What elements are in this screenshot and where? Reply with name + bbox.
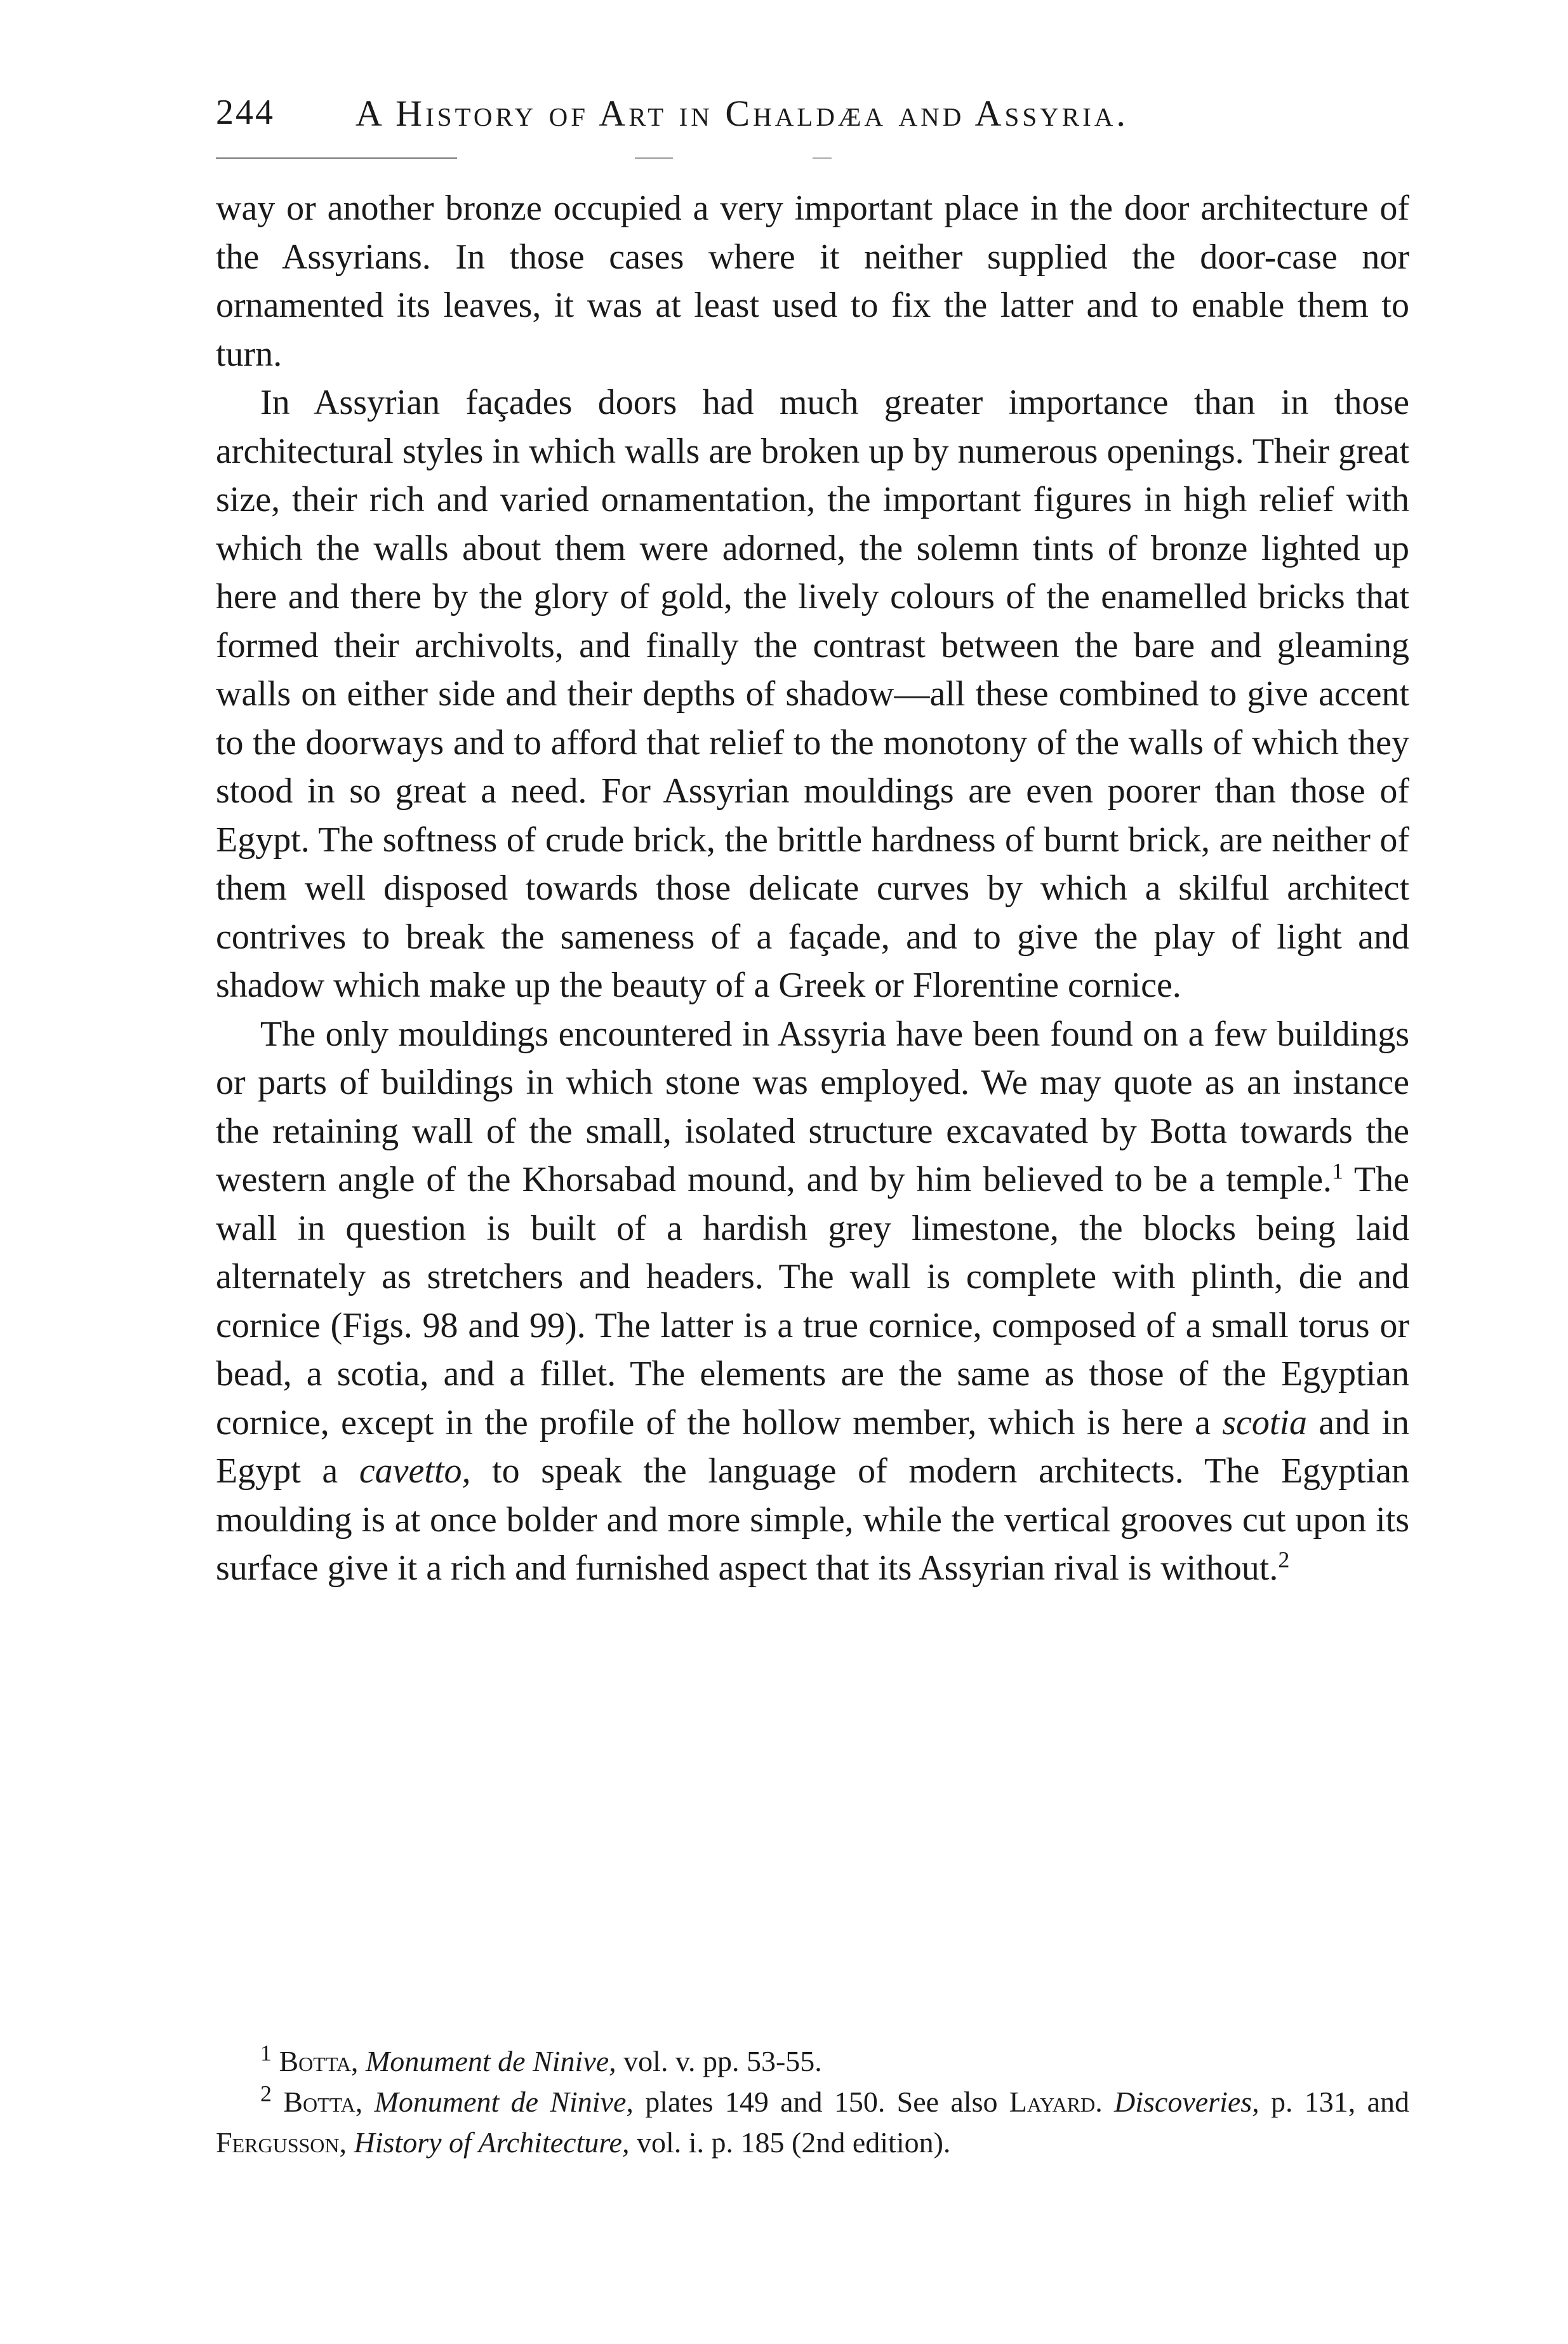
- header-rule-fragment: [635, 157, 673, 159]
- paragraph: [216, 378, 1409, 1010]
- running-head: [216, 86, 1435, 143]
- author-name: Fergusson,: [216, 2126, 347, 2159]
- text-run: vol. v. pp. 53-55.: [616, 2045, 822, 2077]
- text-run: plates 149 and 150. See also: [633, 2086, 1009, 2118]
- paragraph: [216, 1010, 1409, 1593]
- text-run: [347, 2126, 354, 2159]
- paragraph: [216, 184, 1409, 378]
- text-run: vol. i. p. 185 (2nd edition).: [629, 2126, 951, 2159]
- italic-text: Discoveries,: [1114, 2086, 1259, 2118]
- italic-text: Monument de Ninive,: [365, 2045, 616, 2077]
- footnote-marker: 1: [1331, 1158, 1343, 1184]
- running-title: A History of Art in Chaldæa and Assyria.: [355, 93, 1129, 134]
- page-number: 244: [216, 93, 275, 132]
- body-text: [216, 184, 1409, 1593]
- italic-text: History of Architecture,: [354, 2126, 630, 2159]
- italic-text: cavetto,: [359, 1451, 471, 1491]
- italic-text: scotia: [1222, 1402, 1307, 1442]
- text-run: [358, 2045, 366, 2077]
- text-run: The wall in question is built of a hardish grey limestone, the blocks being laid alternately as stretchers and headers. The wall is complete with plinth, die and cornice (Figs. 98 and 99). The latter is a true cornice, composed of a small torus or bead, a scotia, and a fillet. The elements are the same as those of the Egyptian cornice, except in the profile of the hollow member, which is here a: [216, 1160, 1409, 1442]
- italic-text: Monument de Ninive,: [374, 2086, 634, 2118]
- text-run: p. 131, and: [1259, 2086, 1410, 2118]
- text-run: [272, 2045, 279, 2077]
- text-run: and in Egypt a: [216, 1402, 1409, 1491]
- author-name: Botta,: [279, 2045, 359, 2077]
- text-run: In Assyrian façades doors had much greater importance than in those architectural styles in which walls are broken up by numerous openings. Their great size, their rich and varied ornamentation, the important figures in high relief with which the walls about them were adorned, the solemn tints of bronze lighted up here and there by the glory of gold, the lively colours of the enamelled bricks that formed their archivolts, and finally the contrast between the bare and gleaming walls on either side and their depths of shadow—all these combined to give accent to the doorways and to afford that relief to the monotony of the walls of which they stood in so great a need. For Assyrian mouldings are even poorer than those of Egypt. The softness of crude brick, the brittle hardness of burnt brick, are neither of them well disposed towards those delicate curves by which a skilful architect contrives to break the sameness of a façade, and to give the play of light and shadow which make up the beauty of a Greek or Florentine cornice.: [216, 383, 1409, 1005]
- text-run: [362, 2086, 374, 2118]
- footnote-marker: 2: [260, 2081, 272, 2107]
- text-run: to speak the language of modern architects. The Egyptian moulding is at once bolder and more simple, while the vertical grooves cut upon its surface give it a rich and furnished aspect that its Assyrian rival is without.: [216, 1451, 1409, 1588]
- text-run: The only mouldings encountered in Assyria have been found on a few buildings or parts of buildings in which stone was employed. We may quote as an instance the retaining wall of the small, isolated structure excavated by Botta towards the western angle of the Khorsabad mound, and by him believed to be a temple.: [216, 1014, 1409, 1199]
- header-rule: [216, 157, 457, 159]
- footnote: [216, 2082, 1409, 2163]
- text-run: [272, 2086, 283, 2118]
- text-run: [1103, 2086, 1114, 2118]
- footnote: [216, 2041, 1409, 2082]
- footnote-marker: 2: [1278, 1547, 1290, 1573]
- text-run: way or another bronze occupied a very important place in the door architecture of the Assyrians. In those cases where it neither supplied the door-case nor ornamented its leaves, it was at least used to fix the latter and to enable them to turn.: [216, 189, 1409, 374]
- author-name: Layard.: [1009, 2086, 1103, 2118]
- header-rule-fragment: [813, 157, 832, 159]
- author-name: Botta,: [283, 2086, 363, 2118]
- footnote-marker: 1: [260, 2040, 272, 2066]
- footnotes: [216, 2041, 1409, 2163]
